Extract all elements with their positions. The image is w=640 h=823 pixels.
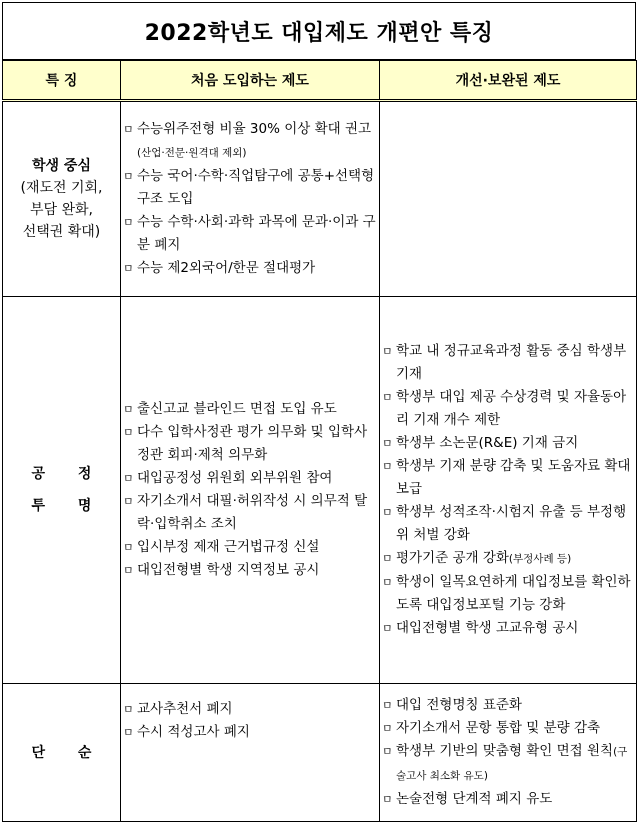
square-bullet-icon: ㅁ (123, 564, 134, 577)
new-items-list (121, 698, 379, 744)
list-item (380, 717, 636, 740)
list-item-text: 다수 입학사정관 평가 의무화 및 입학사정관 회피·제척 의무화 (137, 424, 368, 463)
list-item-text: 입시부정 제재 근거법규정 신설 (137, 539, 320, 555)
list-item (121, 467, 379, 490)
list-item (380, 432, 636, 455)
category-cell (3, 684, 121, 822)
square-bullet-icon: ㅁ (382, 552, 393, 565)
category-title: 학생 중심 (32, 158, 91, 174)
list-item (121, 698, 379, 721)
table-row-fair-transparent (3, 297, 637, 684)
list-item (121, 559, 379, 582)
square-bullet-icon: ㅁ (123, 495, 134, 508)
improved-items-cell (380, 684, 637, 822)
square-bullet-icon: ㅁ (382, 793, 393, 806)
square-bullet-icon: ㅁ (382, 722, 393, 735)
square-bullet-icon: ㅁ (123, 123, 134, 136)
list-item (380, 340, 636, 386)
list-item-text: 수능 제2외국어/한문 절대평가 (137, 260, 316, 276)
header-new-system: 처음 도입하는 제도 (121, 61, 380, 101)
list-item (121, 165, 379, 211)
square-bullet-icon: ㅁ (123, 170, 134, 183)
list-item (380, 694, 636, 717)
list-item-text: 교사추천서 폐지 (137, 701, 233, 717)
list-item (121, 536, 379, 559)
square-bullet-icon: ㅁ (123, 216, 134, 229)
list-item-text: 자기소개서 문항 통합 및 분량 감축 (396, 720, 601, 736)
square-bullet-icon: ㅁ (382, 345, 393, 358)
list-item (380, 547, 636, 571)
list-item (380, 501, 636, 547)
list-item (121, 118, 379, 165)
category-cell (3, 297, 121, 684)
list-item-text: 대입전형별 학생 지역정보 공시 (137, 562, 320, 578)
improved-items-list (380, 694, 636, 811)
list-item-text: 대입 전형명칭 표준화 (396, 697, 522, 713)
list-item (121, 257, 379, 280)
square-bullet-icon: ㅁ (382, 391, 393, 404)
table-header-row (3, 61, 637, 101)
square-bullet-icon: ㅁ (123, 726, 134, 739)
list-item-text: 수능위주전형 비율 30% 이상 확대 권고 (137, 121, 372, 137)
square-bullet-icon: ㅁ (123, 426, 134, 439)
list-item-text: 수능 국어·수학·직업탐구에 공통+선택형 구조 도입 (137, 168, 375, 207)
square-bullet-icon: ㅁ (123, 403, 134, 416)
feature-table (2, 60, 637, 822)
list-item-text: 평가기준 공개 강화 (396, 550, 509, 566)
new-items-list (121, 398, 379, 582)
square-bullet-icon: ㅁ (382, 506, 393, 519)
list-item-text: 학생부 기재 분량 감축 및 도움자료 확대 보급 (396, 458, 631, 497)
list-item-note: (산업·전문·원격대 제외) (137, 147, 247, 159)
list-item-text: 출신고교 블라인드 면접 도입 유도 (137, 401, 337, 417)
header-improved-system: 개선·보완된 제도 (380, 61, 637, 101)
square-bullet-icon: ㅁ (123, 703, 134, 716)
list-item (380, 386, 636, 432)
square-bullet-icon: ㅁ (123, 262, 134, 275)
square-bullet-icon: ㅁ (123, 541, 134, 554)
list-item (121, 421, 379, 467)
list-item (121, 721, 379, 744)
new-items-cell (121, 101, 380, 297)
table-row-student-centered (3, 101, 637, 297)
square-bullet-icon: ㅁ (382, 576, 393, 589)
list-item (380, 455, 636, 501)
list-item (121, 211, 379, 257)
list-item (380, 571, 636, 617)
improved-items-list (380, 340, 636, 640)
list-item-text: 학생부 소논문(R&E) 기재 금지 (396, 435, 579, 451)
list-item-text: 학생부 기반의 맞춤형 확인 면접 원칙 (396, 743, 614, 759)
category-cell (3, 101, 121, 297)
category-title-line2: 투 명 (31, 498, 106, 514)
list-item-text: 대입공정성 위원회 외부위원 참여 (137, 470, 333, 486)
list-item (380, 740, 636, 788)
square-bullet-icon: ㅁ (382, 437, 393, 450)
list-item-text: 학생부 성적조작·시험지 유출 등 부정행위 처벌 강화 (396, 504, 627, 543)
square-bullet-icon: ㅁ (382, 460, 393, 473)
list-item-text: 수시 적성고사 폐지 (137, 724, 250, 740)
list-item-text: 자기소개서 대필·허위작성 시 의무적 탈락·입학취소 조치 (137, 493, 368, 532)
category-subtitle-line: 선택권 확대) (22, 224, 101, 240)
list-item (380, 617, 636, 640)
improved-items-cell (380, 101, 637, 297)
list-item-text: 수능 수학·사회·과학 과목에 문과·이과 구분 폐지 (137, 214, 376, 253)
square-bullet-icon: ㅁ (382, 745, 393, 758)
new-items-cell (121, 297, 380, 684)
square-bullet-icon: ㅁ (382, 622, 393, 635)
list-item-note: (구술고사 최소화 유도) (396, 746, 628, 782)
improved-items-cell (380, 297, 637, 684)
list-item (121, 398, 379, 421)
list-item (121, 490, 379, 536)
square-bullet-icon: ㅁ (123, 472, 134, 485)
list-item-note: (부정사례 등) (508, 553, 572, 565)
list-item-text: 학교 내 정규교육과정 활동 중심 학생부 기재 (396, 343, 627, 382)
category-title: 공 정 (31, 466, 106, 482)
square-bullet-icon: ㅁ (382, 699, 393, 712)
category-subtitle-line: 부담 완화, (30, 202, 93, 218)
category-title: 단 순 (31, 744, 106, 761)
new-items-list (121, 118, 379, 280)
header-feature: 특 징 (3, 61, 121, 101)
list-item-text: 학생이 일목요연하게 대입정보를 확인하도록 대입정보포털 기능 강화 (396, 574, 631, 613)
table-row-simple (3, 684, 637, 822)
category-subtitle-line: (재도전 기회, (20, 180, 103, 196)
list-item-text: 대입전형별 학생 고교유형 공시 (396, 620, 579, 636)
new-items-cell (121, 684, 380, 822)
list-item-text: 학생부 대입 제공 수상경력 및 자율동아리 기재 개수 제한 (396, 389, 627, 428)
document-title: 2022학년도 대입제도 개편안 특징 (2, 2, 636, 60)
list-item (380, 788, 636, 811)
list-item-text: 논술전형 단계적 폐지 유도 (396, 791, 553, 807)
